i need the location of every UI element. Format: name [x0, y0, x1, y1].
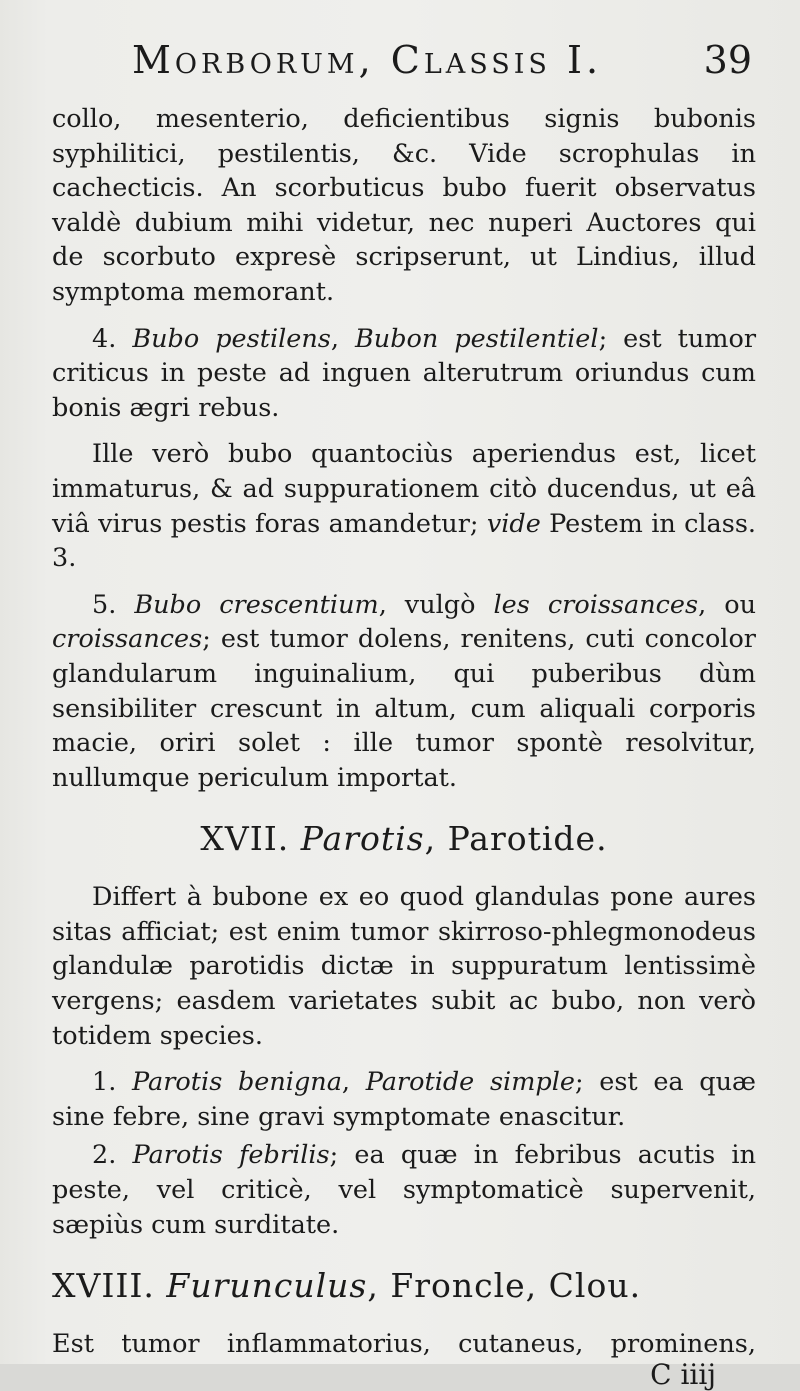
latin-term: Parotis benigna: [132, 1067, 342, 1098]
page-number: 39: [703, 38, 752, 82]
item-text: ; est tumor criticus in peste ad inguen alterutrum oriundus cum bonis ægri rebus.: [52, 323, 757, 423]
running-title: Morborum, Classis I.: [132, 38, 603, 82]
item-number: 4.: [92, 323, 117, 354]
item-text: ; est tumor dolens, renitens, cuti concolor glandularum inguinalium, qui puberibus dùm sensibiliter crescunt in altum, cum aliquali corporis macie, oriri solet : ille tumor spontè resolvitur, nullumque periculum importat.: [52, 624, 756, 793]
section-numeral: XVII.: [200, 819, 290, 859]
item-bubo-pestilens: 4. Bubo pestilens, Bubon pestilentiel; est tumor criticus in peste ad inguen alterutrum oriundus cum bonis ægri rebus.: [52, 323, 757, 423]
french-term-alt: croissances: [52, 624, 203, 655]
paragraph-furunculus: Est tumor inflammatorius, cutaneus, prominens,: [52, 1329, 756, 1360]
section-latin-name: Furunculus: [166, 1266, 368, 1306]
french-term: les croissances: [493, 589, 699, 620]
item-number: 5.: [92, 589, 117, 620]
paragraph-differt: Differt à bubone ex eo quod glandulas pone aures sitas afficiat; est enim tumor skirroso-phlegmonodeus glandulæ parotidis dictæ in suppuratum lentissimè vergens; easdem varietates subit ac bubo, non verò totidem species.: [52, 882, 756, 1051]
item-parotis-febrilis: [52, 1138, 756, 1242]
item-connector-or: , ou: [698, 589, 757, 620]
section-heading-furunculus: [52, 1266, 756, 1305]
item-text: ; ea quæ in febribus acutis in peste, vel criticè, vel symptomaticè supervenit, sæpiùs cum surditate.: [52, 1140, 756, 1240]
latin-term: Bubo pestilens: [132, 323, 331, 354]
section-french-name: , Froncle, Clou.: [367, 1266, 642, 1306]
paragraph-ille: [52, 437, 756, 575]
cross-reference: Pestem in class. 3.: [52, 508, 757, 574]
french-term: Bubon pestilentiel: [355, 323, 599, 354]
item-text: ; est ea quæ sine febre, sine gravi symptomate enascitur.: [52, 1067, 757, 1132]
signature-mark: C iiij: [650, 1357, 716, 1391]
section-heading-parotis: [52, 819, 756, 858]
section-latin-name: Parotis: [300, 819, 425, 859]
item-number: 1.: [92, 1067, 117, 1098]
section-numeral: XVIII.: [52, 1266, 155, 1306]
latin-term: Bubo crescentium: [134, 589, 379, 620]
latin-term: Parotis febrilis: [132, 1140, 330, 1171]
french-term: Parotide simple: [365, 1067, 575, 1098]
running-head: [52, 38, 756, 102]
paragraph-continuation: collo, mesenterio, deficientibus signis bubonis syphilitici, pestilentis, &c. Vide scrophulas in cachecticis. An scorbuticus bubo fuerit observatus valdè dubium mihi videtur, nec nuperi Auctores qui de scorbuto expresè scripserunt, ut Lindius, illud symptoma memorant.: [52, 104, 756, 307]
item-parotis-benigna: 1. Parotis benigna, Parotide simple; est ea quæ sine febre, sine gravi symptomate enascitur.: [52, 1067, 757, 1132]
section-french-name: , Parotide.: [424, 819, 608, 859]
paragraph-text: Ille verò bubo quantociùs aperiendus est, licet immaturus, & ad suppurationem citò ducendus, ut eâ viâ virus pestis foras amandetur;: [52, 439, 756, 539]
item-connector: , vulgò: [378, 589, 476, 620]
vide-word: vide: [486, 508, 541, 539]
item-bubo-crescentium: [52, 588, 756, 796]
item-number: 2.: [92, 1140, 117, 1171]
